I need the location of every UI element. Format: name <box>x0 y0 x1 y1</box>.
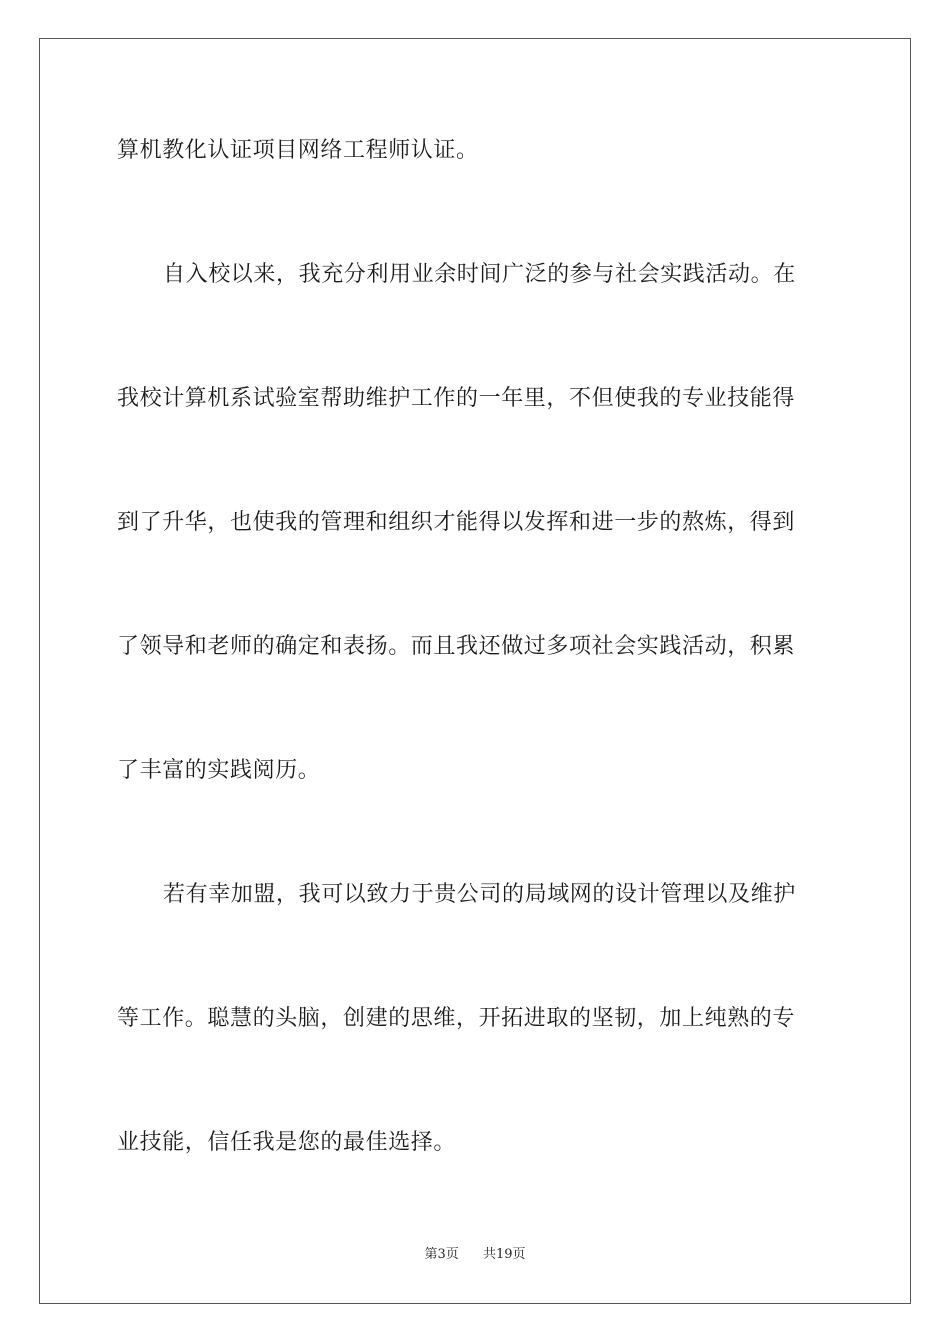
paragraph-line: 等工作。聪慧的头脑，创建的思维，开拓进取的坚韧，加上纯熟的专 <box>117 1006 796 1031</box>
paragraph-line: 了领导和老师的确定和表扬。而且我还做过多项社会实践活动，积累 <box>117 634 796 659</box>
paragraph-line: 到了升华，也使我的管理和组织才能得以发挥和进一步的熬炼，得到 <box>117 510 796 535</box>
total-pages: 共19页 <box>483 1247 526 1262</box>
page-border <box>39 38 911 1304</box>
paragraph-line: 我校计算机系试验室帮助维护工作的一年里，不但使我的专业技能得 <box>117 386 796 411</box>
page-footer <box>0 1246 950 1264</box>
page-number: 第3页 <box>424 1247 459 1262</box>
paragraph-line: 自入校以来，我充分利用业余时间广泛的参与社会实践活动。在 <box>163 262 796 287</box>
paragraph-line: 了丰富的实践阅历。 <box>117 758 321 783</box>
paragraph-line: 若有幸加盟，我可以致力于贵公司的局域网的设计管理以及维护 <box>163 882 796 907</box>
paragraph-line: 业技能，信任我是您的最佳选择。 <box>117 1130 457 1155</box>
paragraph-line: 算机教化认证项目网络工程师认证。 <box>117 138 479 163</box>
